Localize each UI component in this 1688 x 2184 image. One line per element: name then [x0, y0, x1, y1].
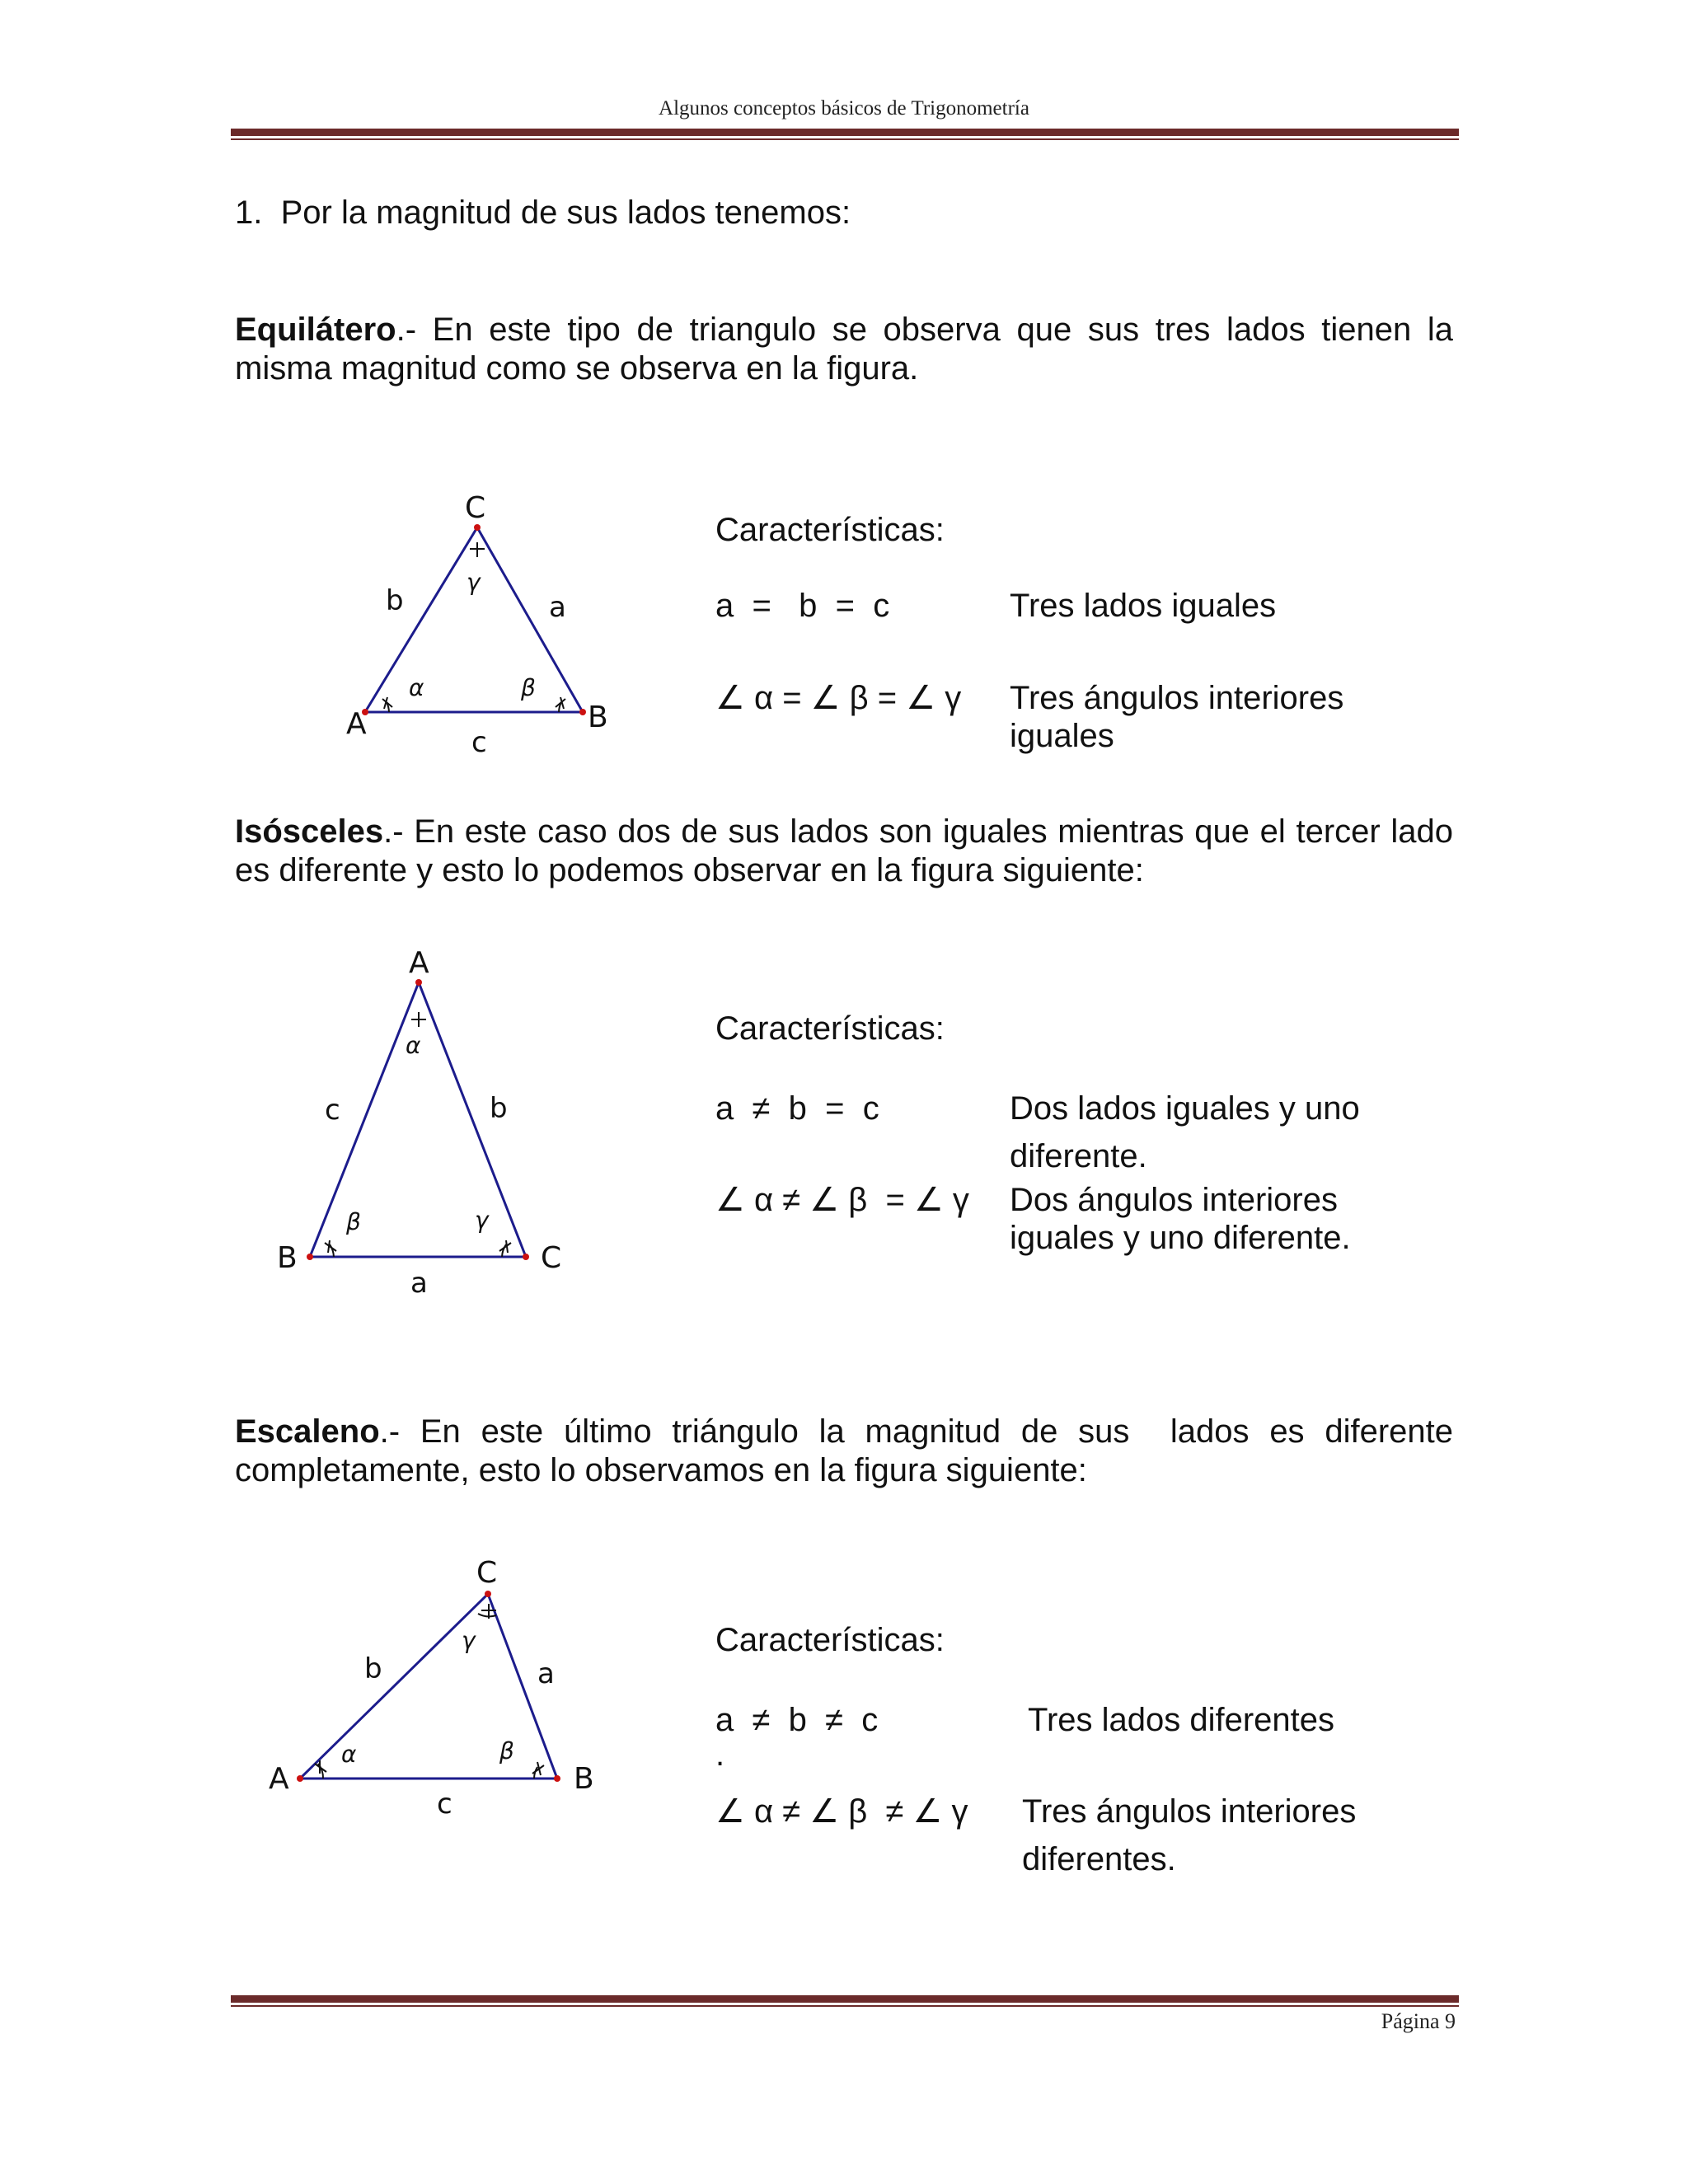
side-c-label: c [325, 1094, 340, 1127]
equilatero-char-title: Características: [715, 512, 945, 548]
vertex-c-dot [474, 524, 481, 531]
header-rule [231, 129, 1459, 136]
equilatero-triangle-figure [330, 486, 643, 766]
vertex-b-dot [554, 1775, 560, 1782]
escaleno-desc-line1: .- En este último triángulo la magnitud de sus lados es diferente [379, 1413, 1453, 1450]
vertex-c-label: C [465, 491, 486, 525]
escaleno-formula-angles: ∠ α ≠ ∠ β ≠ ∠ γ [715, 1793, 968, 1830]
isosceles-formula-sides: a ≠ b = c [715, 1090, 879, 1127]
isosceles-formula-angles: ∠ α ≠ ∠ β = ∠ γ [715, 1182, 969, 1218]
side-c-label: c [471, 726, 487, 759]
equilatero-text-angles-line1: Tres ángulos interiores [1010, 680, 1344, 716]
footer-rule [231, 1995, 1459, 2003]
escaleno-text-angles-line2: diferentes. [1022, 1841, 1176, 1877]
vertex-b-label: B [574, 1762, 594, 1796]
alpha-label: α [406, 1032, 421, 1059]
vertex-c-label: C [476, 1556, 498, 1590]
alpha-label: α [341, 1741, 357, 1768]
beta-tick [532, 1762, 544, 1775]
equilatero-text-angles-line2: iguales [1010, 718, 1114, 754]
vertex-c-dot [485, 1591, 491, 1597]
equilatero-formula-angles: ∠ α = ∠ β = ∠ γ [715, 680, 962, 716]
equilatero-desc-line1: .- En este tipo de triangulo se observa que sus tres lados tienen la [396, 312, 1453, 348]
isosceles-text-sides-line1: Dos lados iguales y uno [1010, 1090, 1360, 1127]
side-c-label: c [437, 1788, 452, 1821]
isosceles-paragraph [235, 813, 1453, 890]
isosceles-term: Isósceles [235, 813, 384, 850]
beta-label: β [521, 674, 536, 701]
vertex-a-label: A [346, 707, 367, 741]
escaleno-desc-line2: completamente, esto lo observamos en la figura siguiente: [235, 1452, 1087, 1488]
equilatero-text-sides: Tres lados iguales [1010, 588, 1277, 624]
vertex-a-dot [297, 1775, 303, 1782]
isosceles-text-angles-line1: Dos ángulos interiores [1010, 1182, 1338, 1218]
beta-label: β [346, 1208, 361, 1235]
side-b-label: b [364, 1652, 382, 1685]
equilatero-desc-line2: misma magnitud como se observa en la figura. [235, 350, 919, 387]
escaleno-paragraph [235, 1413, 1453, 1490]
equilatero-formula-sides: a = b = c [715, 588, 890, 624]
alpha-tick [382, 697, 392, 709]
vertex-b-dot [579, 709, 586, 715]
gamma-arc [478, 1614, 496, 1616]
page-header-title: Algunos conceptos básicos de Trigonometría [659, 97, 1029, 120]
escaleno-triangle-figure [264, 1543, 610, 1823]
equilatero-term: Equilátero [235, 312, 396, 348]
isosceles-triangle-figure [272, 940, 585, 1302]
gamma-tick [470, 542, 485, 557]
equilatero-text-angles [1010, 679, 1343, 755]
gamma-label: γ [467, 569, 481, 596]
alpha-label: α [409, 674, 424, 701]
side-a-label: a [537, 1657, 555, 1690]
vertex-b-label: B [588, 701, 608, 734]
escaleno-text-sides: Tres lados diferentes [1028, 1702, 1335, 1738]
beta-tick [325, 1240, 336, 1253]
vertex-a-label: A [409, 946, 429, 980]
vertex-a-label: A [269, 1762, 289, 1796]
isosceles-text-angles-line2: iguales y uno diferente. [1010, 1220, 1351, 1256]
gamma-label: γ [462, 1627, 476, 1654]
isosceles-text-angles [1010, 1181, 1351, 1257]
page-number: Página 9 [1381, 2009, 1456, 2033]
escaleno-triangle-shape [300, 1594, 557, 1779]
escaleno-char-title: Características: [715, 1622, 945, 1658]
isosceles-desc-line2: es diferente y esto lo podemos observar en la figura siguiente: [235, 852, 1144, 888]
side-a-label: a [410, 1267, 428, 1300]
side-b-label: b [490, 1092, 508, 1125]
vertex-b-dot [307, 1254, 313, 1260]
list-item-heading: 1. Por la magnitud de sus lados tenemos: [235, 194, 851, 231]
gamma-label: γ [475, 1207, 489, 1234]
beta-tick [556, 697, 565, 709]
footer-rule-thin [231, 2005, 1459, 2007]
vertex-c-dot [523, 1254, 529, 1260]
vertex-b-label: B [277, 1241, 298, 1275]
escaleno-text-angles-line1: Tres ángulos interiores [1022, 1793, 1357, 1830]
escaleno-formula-sides: a ≠ b ≠ c [715, 1702, 879, 1738]
equilatero-paragraph [235, 311, 1453, 388]
escaleno-formula-sides-dot: . [715, 1736, 725, 1773]
side-b-label: b [386, 584, 404, 617]
vertex-c-label: C [541, 1241, 562, 1275]
isosceles-text-sides-line2: diferente. [1010, 1138, 1147, 1174]
isosceles-desc-line1: .- En este caso dos de sus lados son iguales mientras que el tercer lado [383, 813, 1453, 850]
side-a-label: a [549, 591, 566, 624]
escaleno-term: Escaleno [235, 1413, 380, 1450]
beta-label: β [499, 1737, 514, 1765]
vertex-a-dot [415, 979, 422, 986]
escaleno-text-angles [1022, 1793, 1356, 1878]
header-rule-thin [231, 138, 1459, 140]
isosceles-text-sides [1010, 1090, 1360, 1175]
isosceles-char-title: Características: [715, 1010, 945, 1047]
alpha-tick [411, 1012, 426, 1027]
gamma-tick [499, 1240, 511, 1253]
